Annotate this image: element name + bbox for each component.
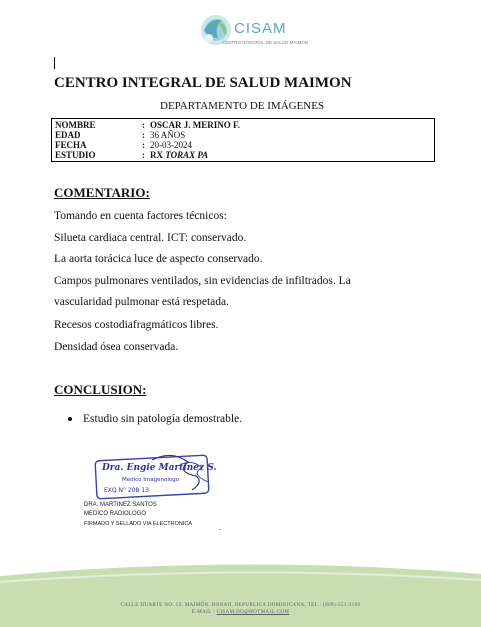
text-cursor xyxy=(54,57,55,69)
info-value: 20-03-2024 xyxy=(150,140,192,150)
signature-note: FIRMADO Y SELLADO VIA ELECTRONICA xyxy=(84,521,192,527)
info-value xyxy=(150,150,208,160)
comentario-line: vascularidad pulmonar está respetada. xyxy=(54,296,229,308)
info-value: 36 AÑOS xyxy=(150,130,186,140)
footer-email-label: E-MAIL : xyxy=(191,610,215,615)
stamp-id: EXQ N° 208 13 xyxy=(104,487,149,494)
footer-email xyxy=(0,610,481,615)
comentario-line: La aorta torácica luce de aspecto conservado. xyxy=(54,253,263,265)
conclusion-item: Estudio sin patología demostrable. xyxy=(83,413,243,425)
info-label: FECHA xyxy=(55,140,87,150)
info-colon: : xyxy=(142,120,145,130)
footer-address: CALLE DUARTE NO. 13, MAIMÓN, BONAO, REPUBLICA DOMINICANA, TEL.: (809)-551-2100 xyxy=(120,603,361,608)
dot-mark: . xyxy=(219,523,221,532)
bullet-icon xyxy=(68,417,72,421)
comentario-line: Densidad ósea conservada. xyxy=(54,341,179,353)
conclusion-heading: CONCLUSION: xyxy=(54,382,147,397)
footer-band xyxy=(0,560,481,627)
info-label: ESTUDIO xyxy=(55,150,96,160)
study-detail: TORAX PA xyxy=(165,150,209,160)
stamp-role: Medico Imagenologo xyxy=(122,477,180,483)
study-type: RX xyxy=(150,150,163,160)
comentario-heading: COMENTARIO: xyxy=(54,185,150,200)
comentario-line: Tomando en cuenta factores técnicos: xyxy=(54,210,227,222)
comentario-line: Recesos costodiafragmáticos libres. xyxy=(54,319,219,331)
comentario-line: Campos pulmonares ventilados, sin evidencias de infiltrados. La xyxy=(54,275,351,287)
footer-email-link[interactable]: CISAM.DO@HOTMAIL.COM xyxy=(216,610,290,615)
department-title: DEPARTAMENTO DE IMÁGENES xyxy=(160,100,325,112)
logo-name: CISAM xyxy=(234,20,287,37)
signature-stamp xyxy=(92,452,222,502)
page-title: CENTRO INTEGRAL DE SALUD MAIMON xyxy=(54,75,352,91)
doctor-name: DRA. MARTINEZ SANTOS xyxy=(84,502,157,508)
info-colon: : xyxy=(142,140,145,150)
comentario-line: Silueta cardiaca central. ICT: conservado. xyxy=(54,232,247,244)
info-label: NOMBRE xyxy=(55,120,96,130)
logo-tagline: CENTRO INTEGRAL DE SALUD MAIMON xyxy=(222,40,309,45)
stamp-name: Dra. Engie Martinez S. xyxy=(102,463,217,473)
patient-info-box xyxy=(51,118,435,162)
info-colon: : xyxy=(142,130,145,140)
info-colon: : xyxy=(142,150,145,160)
info-value: OSCAR J. MERINO F. xyxy=(150,120,240,130)
info-label: EDAD xyxy=(55,130,81,140)
doctor-role: MEDICO RADIOLOGO xyxy=(84,511,147,517)
